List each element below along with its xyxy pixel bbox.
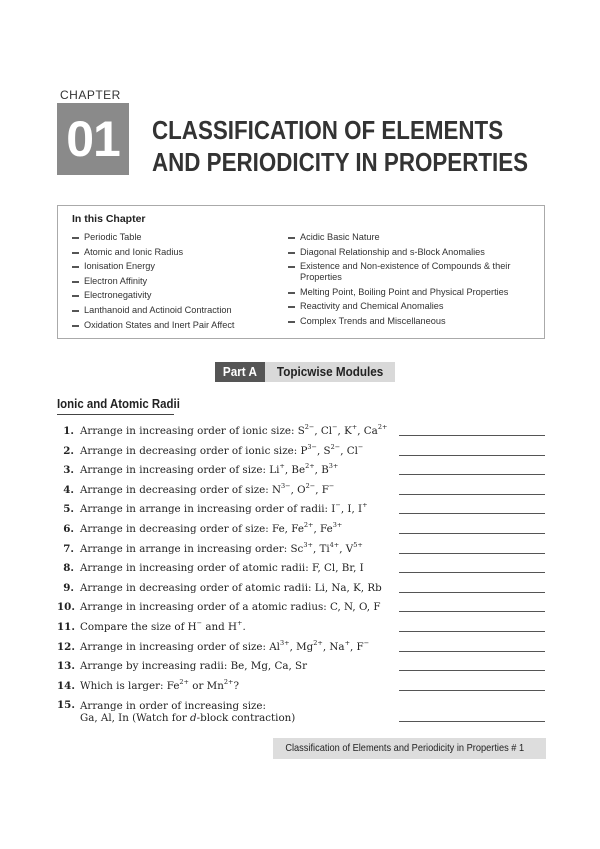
answer-line[interactable] bbox=[399, 651, 545, 652]
question-item bbox=[57, 442, 547, 462]
chapter-topic: Periodic Table bbox=[72, 232, 282, 243]
question-item bbox=[57, 598, 547, 618]
question-item bbox=[57, 677, 547, 697]
answer-line[interactable] bbox=[399, 611, 545, 612]
question-item bbox=[57, 422, 547, 442]
question-text: Arrange in order of increasing size: Ga, Al, In (Watch for d-block contraction) bbox=[80, 700, 296, 725]
question-number: 1. bbox=[63, 425, 74, 437]
question-text: Arrange by increasing radii: Be, Mg, Ca, Sr bbox=[80, 660, 308, 673]
question-number: 8. bbox=[63, 562, 74, 575]
answer-line[interactable] bbox=[399, 435, 545, 436]
page-footer: Classification of Elements and Periodicity in Properties # 1 bbox=[273, 738, 546, 759]
question-item bbox=[57, 540, 547, 560]
question-number: 6. bbox=[63, 522, 74, 535]
chapter-topic: Electronegativity bbox=[72, 290, 282, 301]
answer-line[interactable] bbox=[399, 631, 545, 632]
answer-line[interactable] bbox=[399, 513, 545, 514]
question-item bbox=[57, 481, 547, 501]
question-text: Arrange in increasing order of ionic size: $S^{2-}$, Cl−, K+, $Ca^{2+}$ bbox=[80, 423, 388, 437]
question-number: 7. bbox=[63, 542, 74, 555]
question-text: Which is larger: $Fe^{2+}$ or $Mn^{2+}$? bbox=[80, 677, 239, 692]
question-number: 3. bbox=[63, 464, 74, 477]
chapter-title bbox=[152, 114, 528, 178]
question-number: 11. bbox=[57, 620, 75, 633]
question-text: Arrange in decreasing order of size: Fe, $Fe^{2+}$, $Fe^{3+}$ bbox=[80, 520, 343, 535]
chapter-title-line-1: CLASSIFICATION OF ELEMENTS bbox=[152, 115, 504, 145]
chapter-topic: Electron Affinity bbox=[72, 276, 282, 287]
question-item bbox=[57, 696, 547, 726]
question-number: 12. bbox=[57, 640, 75, 653]
chapter-topic: Diagonal Relationship and s-Block Anomalies bbox=[288, 247, 538, 258]
chapter-topic: Acidic Basic Nature bbox=[288, 232, 538, 243]
answer-line[interactable] bbox=[399, 533, 545, 534]
answer-line[interactable] bbox=[399, 670, 545, 671]
chapter-topics-right bbox=[288, 232, 538, 331]
question-number: 5. bbox=[63, 503, 74, 516]
answer-line[interactable] bbox=[399, 455, 545, 456]
question-number: 9. bbox=[63, 581, 74, 594]
chapter-topic: Reactivity and Chemical Anomalies bbox=[288, 301, 538, 312]
answer-line[interactable] bbox=[399, 553, 545, 554]
chapter-title-line-2: AND PERIODICITY IN PROPERTIES bbox=[152, 147, 529, 177]
in-this-chapter-box bbox=[57, 205, 545, 339]
question-text: Arrange in increasing order of size: $Al^{3+}$, $Mg^{2+}$, Na+, F− bbox=[80, 638, 370, 653]
question-item bbox=[57, 559, 547, 579]
chapter-topics-left bbox=[72, 232, 282, 334]
answer-line[interactable] bbox=[399, 690, 545, 691]
question-item bbox=[57, 638, 547, 658]
answer-line[interactable] bbox=[399, 494, 545, 495]
section-title: Ionic and Atomic Radii bbox=[57, 396, 180, 411]
chapter-topic: Lanthanoid and Actinoid Contraction bbox=[72, 305, 282, 316]
chapter-topic: Ionisation Energy bbox=[72, 261, 282, 272]
question-number: 10. bbox=[57, 601, 75, 614]
question-number: 14. bbox=[57, 679, 75, 692]
question-number: 4. bbox=[63, 483, 74, 496]
part-title: Topicwise Modules bbox=[265, 362, 395, 382]
question-text: Arrange in decreasing order of size: $N^{3-}$, $O^{2-}$, F− bbox=[80, 481, 335, 496]
question-item bbox=[57, 579, 547, 599]
question-text: Arrange in arrange in increasing order of radii: I−, I, I+ bbox=[80, 501, 368, 516]
question-number: 15. bbox=[57, 699, 75, 712]
question-item bbox=[57, 461, 547, 481]
question-item bbox=[57, 520, 547, 540]
chapter-number-badge: 01 bbox=[57, 103, 129, 175]
question-item bbox=[57, 657, 547, 677]
answer-line[interactable] bbox=[399, 474, 545, 475]
chapter-label: CHAPTER bbox=[60, 88, 121, 102]
chapter-topic: Existence and Non-existence of Compounds & their Properties bbox=[288, 261, 538, 283]
part-banner bbox=[215, 362, 395, 382]
question-number: 2. bbox=[63, 444, 74, 457]
answer-line[interactable] bbox=[399, 592, 545, 593]
question-text: Arrange in decreasing order of atomic radii: Li, Na, K, Rb bbox=[80, 581, 382, 594]
chapter-topic: Complex Trends and Miscellaneous bbox=[288, 316, 538, 327]
question-text: Arrange in decreasing order of ionic size: $P^{3-}$, $S^{2-}$, Cl− bbox=[80, 442, 364, 457]
part-tag: Part A bbox=[215, 362, 265, 382]
question-text: Compare the size of H− and H+. bbox=[80, 618, 246, 633]
chapter-topic: Oxidation States and Inert Pair Affect bbox=[72, 320, 282, 331]
question-number: 13. bbox=[57, 660, 75, 673]
question-text: Arrange in increasing order of size: Li+, $Be^{2+}$, $B^{3+}$ bbox=[80, 462, 339, 477]
question-item bbox=[57, 618, 547, 638]
question-list bbox=[57, 422, 547, 726]
section-underline bbox=[57, 414, 174, 415]
answer-line[interactable] bbox=[399, 572, 545, 573]
question-text: Arrange in arrange in increasing order: $Sc^{3+}$, $Ti^{4+}$, $V^{5+}$ bbox=[80, 540, 363, 555]
in-this-chapter-heading: In this Chapter bbox=[72, 213, 146, 225]
chapter-topic: Melting Point, Boiling Point and Physical Properties bbox=[288, 287, 538, 298]
chapter-topic: Atomic and Ionic Radius bbox=[72, 247, 282, 258]
question-text: Arrange in increasing order of atomic radii: F, Cl, Br, I bbox=[80, 562, 364, 575]
answer-line[interactable] bbox=[399, 721, 545, 722]
question-item bbox=[57, 500, 547, 520]
question-text: Arrange in increasing order of a atomic radius: C, N, O, F bbox=[80, 601, 381, 614]
